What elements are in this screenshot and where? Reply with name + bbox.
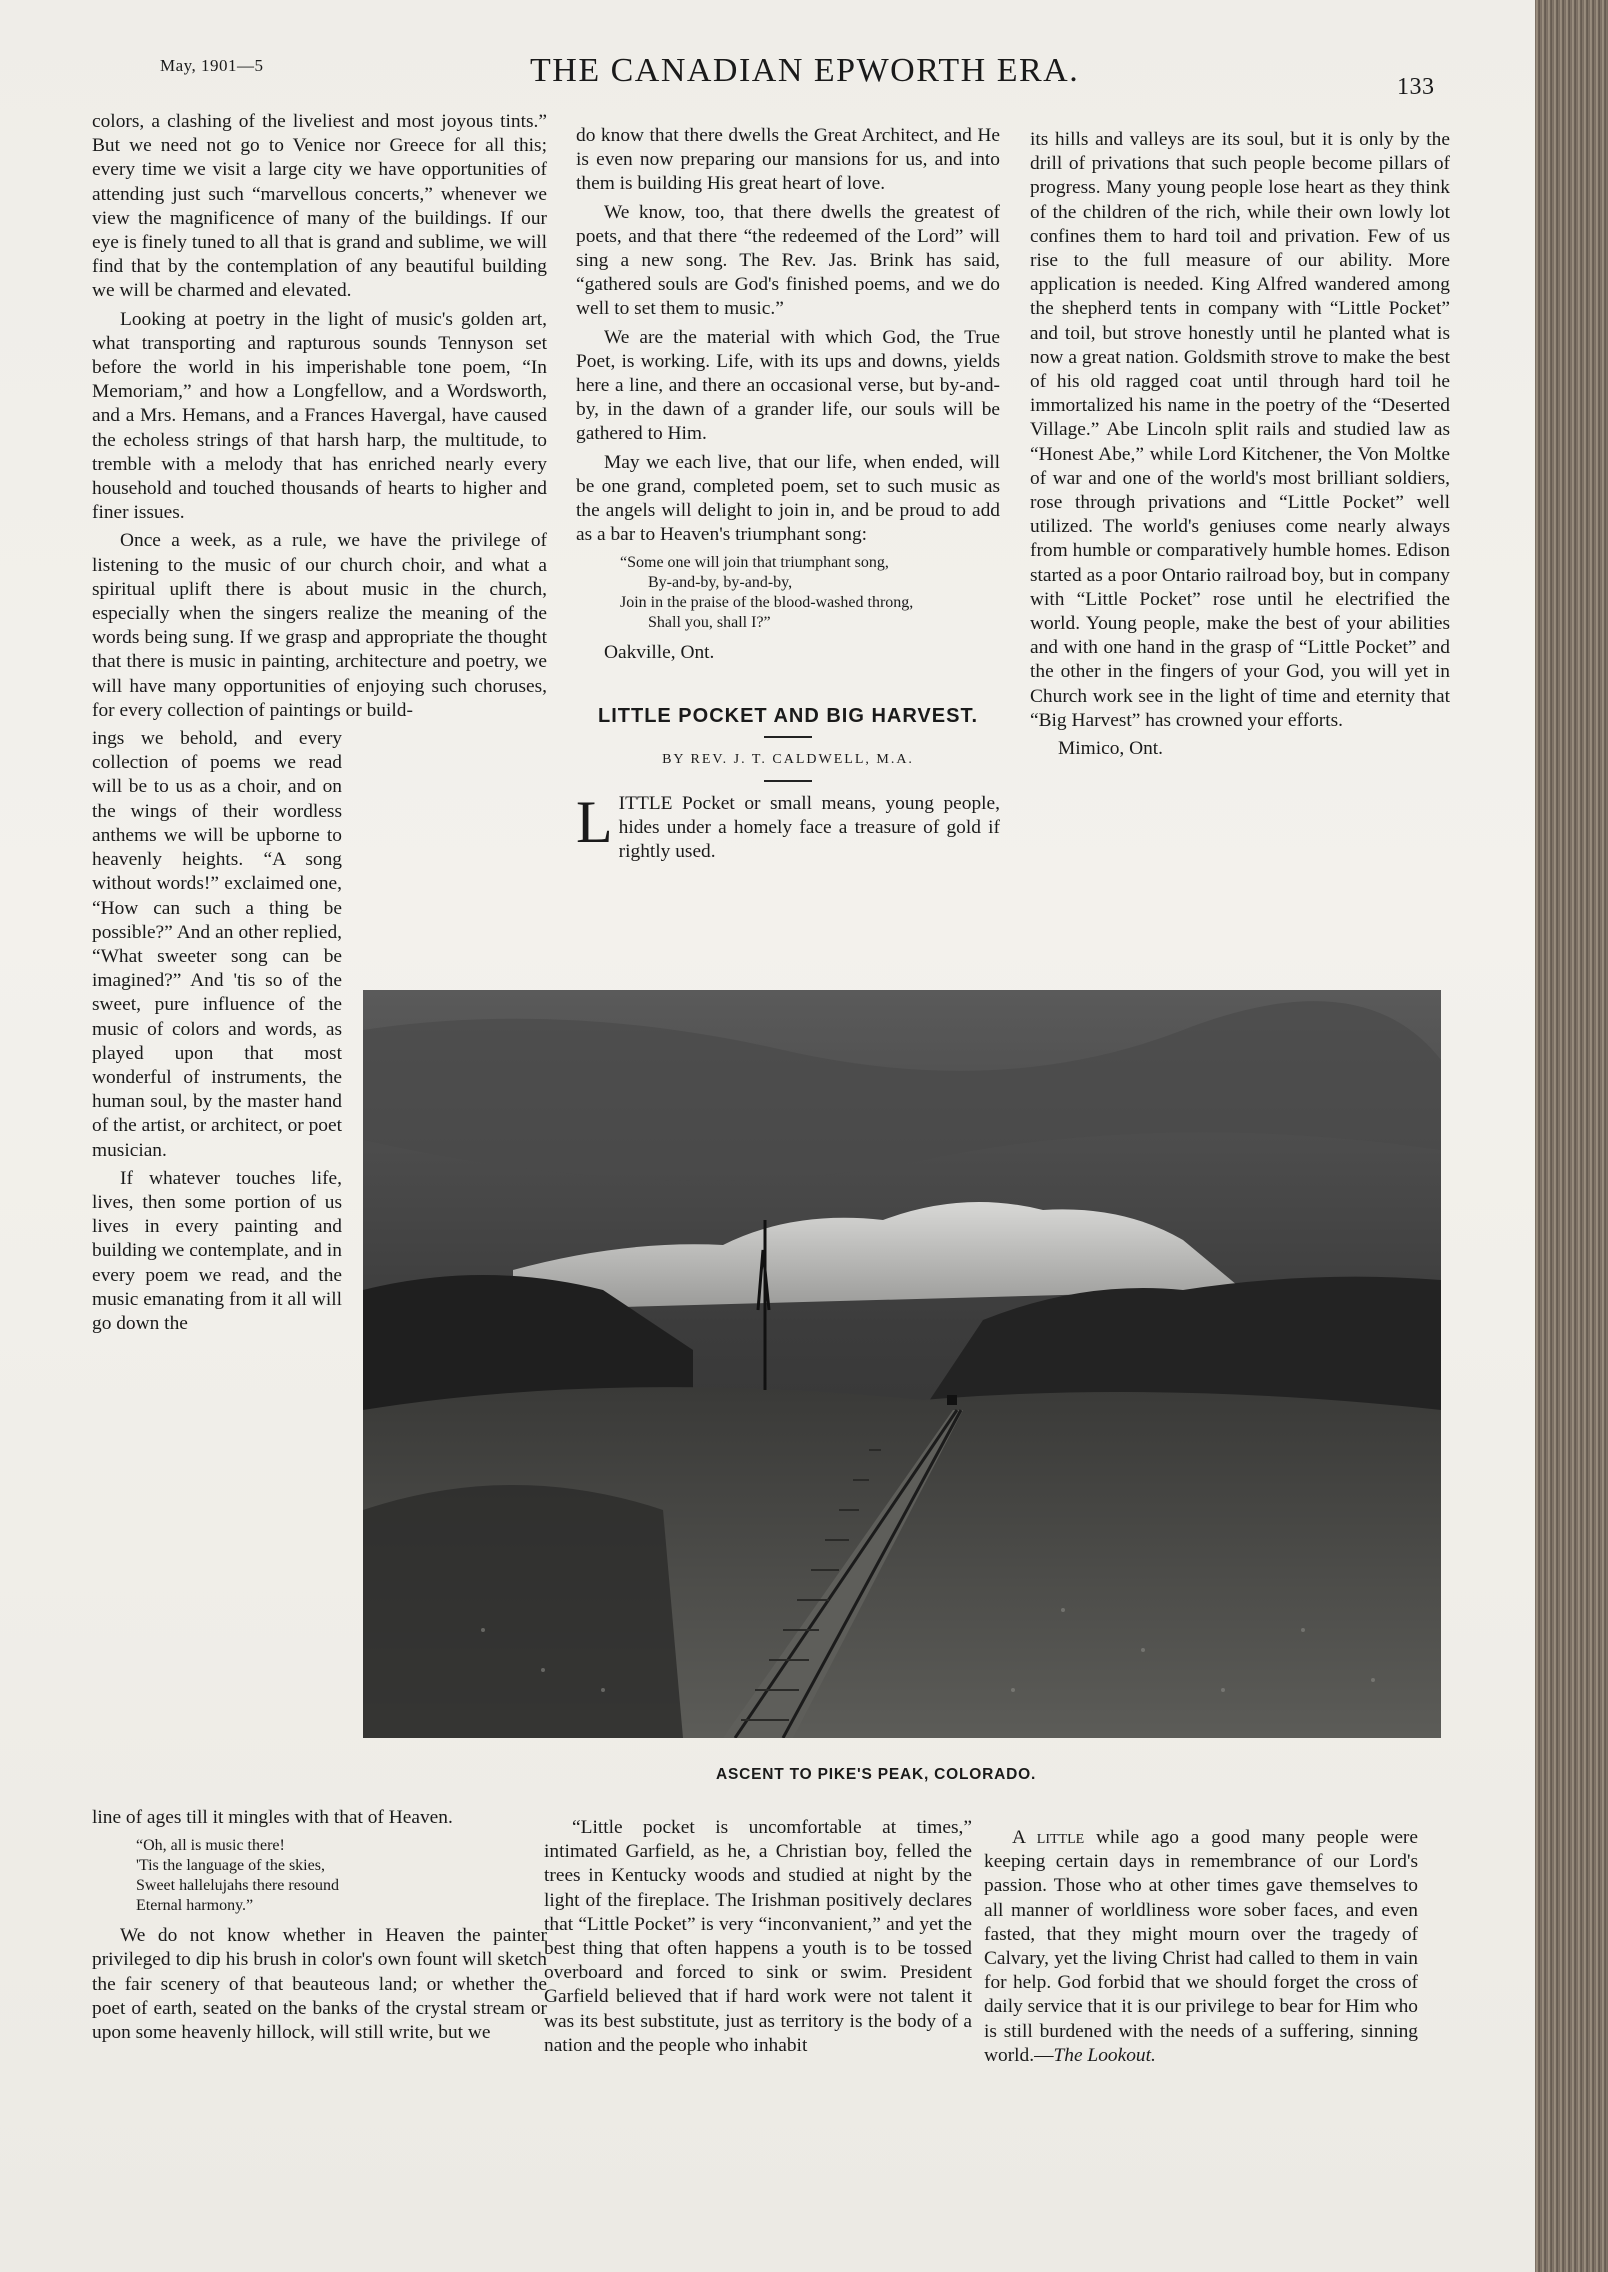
hymn-verse [620,553,1000,633]
paragraph: line of ages till it mingles with that of Heaven. [92,1807,453,1828]
paragraph: colors, a clashing of the liveliest and most joyous tints.” But we need not go to Venice nor Greece for all this; every time we visit a large city we have opportunities of attending just such “marvellous concerts,” whenever we view the magnificence of many of the buildings. If our eye is finely tuned to all that is grand and sublime, we will find that by the contemplation of any beautiful building we will be charmed and elevated. [92,111,547,302]
paragraph-text: while ago a good many people were keeping certain days in remembrance of our Lord's passion. Those who at other times gave themselves to all manner of worldliness wore sober faces, and even fasted, that they might mourn over the tragedy of Calvary, yet the living Christ had called to them in vain for help. God forbid that we should forget the cross of daily service that it is our privilege to bear for Him who is still burdened with the needs of a suffering, sinning world.— [984,1827,1418,2066]
verse-line: “Some one will join that triumphant song, [620,554,889,572]
byline: BY REV. J. T. CALDWELL, M.A. [662,751,914,767]
divider [764,780,812,782]
paragraph: We know, too, that there dwells the greatest of poets, and that there “the redeemed of the Lord” will sing a new song. The Rev. Jas. Brink has said, “gathered souls are God's finished poems, and we do well to set them to music.” [576,201,1000,320]
paragraph: May we each live, that our life, when ended, will be one grand, completed poem, set to such music as the angels will delight to join in, and be proud to add as a bar to Heaven's triumphant song: [576,451,1000,546]
page-number: 133 [1397,74,1435,100]
divider [764,736,812,738]
signoff: Mimico, Ont. [1058,738,1164,760]
verse-line: Join in the praise of the blood-washed throng, [620,594,914,612]
intro-text: ITTLE Pocket or small means, young people, hides under a homely face a treasure of gold if rightly used. [618,793,1000,863]
column-right [1030,128,1450,765]
intro-paragraph [576,789,1000,865]
paragraph: Once a week, as a rule, we have the privilege of listening to the music of our church choir, and what a spiritual uplift there is about music in the church, especially when the singers realize the meaning of the words being sung. If we grasp and appropriate the thought that there is music in painting, architecture and poetry, we will have many opportunities of enjoying such choruses, for every collection of paintings or build- [92,530,547,721]
issue-date: May, 1901—5 [160,56,264,75]
photo-caption: ASCENT TO PIKE'S PEAK, COLORADO. [716,1766,1037,1783]
verse-line: Sweet hallelujahs there resound [136,1877,340,1895]
paragraph: its hills and valleys are its soul, but it is only by the drill of privations that such people become pillars of progress. Many young people lose heart as they think of the children of the rich, while their own lowly lot confines them to hard toil and privation. Few of us rise to the full measure of our ability. More application is needed. King Alfred wandered among the shepherd tents in company with “Little Pocket” and toil, but strove honestly until he planted what is now a great nation. Goldsmith strove to make the best of his old ragged coat until through hard toil he immortalized his name in the poetry of the “Deserted Village.” Abe Lincoln split rails and studied law as “Honest Abe,” while Lord Kitchener, the Von Moltke of war and one of the world's most brilliant soldiers, rose through privations and “Little Pocket” well utilized. The world's geniuses come nearly always from humble or comparatively humble homes. Edison started as a poor Ontario railroad boy, but in company with “Little Pocket” rose until he electrified the world. Young people, make the best of your abilities and with one hand in the grasp of “Little Pocket” and the other in the fingers of your God, you will yet in Church work see in the light of time and eternity that “Big Harvest” has crowned your efforts. [1030,129,1450,731]
paragraph: We do not know whether in Heaven the painter privileged to dip his brush in color's own fount will sketch the fair scenery of that beauteous land; or whether the poet of earth, seated on the banks of the crystal stream or upon some heavenly hillock, will still write, but we [92,1925,547,2044]
column-right-bottom [984,1826,1418,2072]
verse-line: By-and-by, by-and-by, [648,574,793,592]
verse-line: 'Tis the language of the skies, [136,1857,325,1875]
source-citation: The Lookout. [1053,2044,1156,2066]
verse-line: “Oh, all is music there! [136,1837,285,1855]
article-title: LITTLE POCKET AND BIG HARVEST. [597,704,979,727]
paragraph: “Little pocket is uncomfortable at times,” intimated Garfield, as he, a Christian boy, felled the trees in Kentucky woods and studied at night by the light of the fireplace. The Irishman positively declares that “Little Pocket” is very “inconvanient,” and yet the best thing that often happens a youth is to be tossed overboard and forced to sink or swim. President Garfield believed that if hard work were not talent it was its best substitute, just as territory is the body of a nation and the people who inhabit [544,1817,972,2056]
mountain-railway-illustration [363,990,1441,1738]
column-middle [576,124,1000,869]
column-middle-bottom [544,1816,972,2062]
paragraph: Looking at poetry in the light of music's golden art, what transporting and rapturous sounds Tennyson set before the world in his imperishable tone poem, “In Memoriam,” and how a Longfellow, and a Wordsworth, and a Mrs. Hemans, and a Frances Havergal, have caused the echoless strings of that harsh harp, the multitude, to tremble with a melody that has enriched nearly every household and touched thousands of hearts to higher and finer issues. [92,308,547,524]
paragraph: ings we behold, and every collection of poems we read will be to us as a choir, and on the wings of their wordless anthems we will be upborne to heavenly heights. “A song without words!” exclaimed one, “How can such a thing be possible?” And an other replied, “What sweeter song can be imagined?” And 'tis so of the sweet, pure influence of the music of colors and words, as played upon that most wonderful of instruments, the human soul, by the master hand of the artist, or architect, or poet musician. [92,728,342,1161]
hymn-verse [136,1836,547,1916]
signoff: Oakville, Ont. [604,642,715,664]
verse-line: Eternal harmony.” [136,1897,254,1915]
paragraph: We are the material with which God, the True Poet, is working. Life, with its ups and downs, yields here a line, and there an occasional verse, but by-and-by, in the dawn of a grander life, our souls will be gathered to Him. [576,326,1000,445]
photograph [363,990,1441,1738]
column-left-bottom [92,1806,547,2049]
masthead-title: THE CANADIAN EPWORTH ERA. [530,52,1080,89]
paragraph: do know that there dwells the Great Architect, and He is even now preparing our mansions for us, and into them is building His great heart of love. [576,125,1000,195]
lead-in: A little [1012,1827,1085,1848]
drop-cap: L [576,789,613,856]
paragraph [984,1826,1418,2068]
book-edge [1535,0,1608,2272]
paragraph: If whatever touches life, lives, then some portion of us lives in every painting and building we contemplate, and in every poem we read, and the music emanating from it all will go down the [92,1167,342,1334]
verse-line: Shall you, shall I?” [648,614,771,632]
